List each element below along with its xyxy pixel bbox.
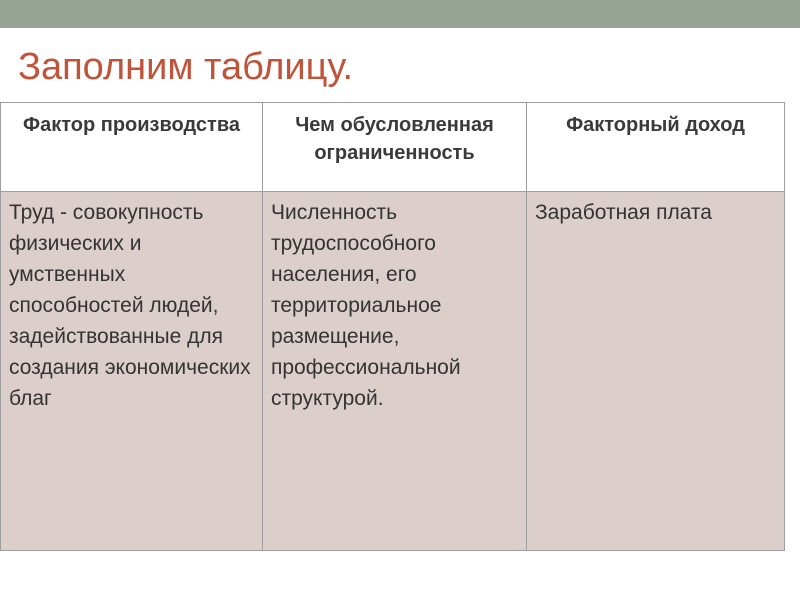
- factors-table: [0, 102, 785, 551]
- top-accent-bar: [0, 0, 800, 28]
- cell-limitation: Численность трудоспособного населения, его территориальное размещение, профессиональной структурой.: [263, 192, 527, 551]
- header-income: Факторный доход: [527, 103, 785, 192]
- cell-income: Заработная плата: [527, 192, 785, 551]
- header-factor: Фактор производства: [1, 103, 263, 192]
- header-limitation: Чем обусловленная ограниченность: [263, 103, 527, 192]
- table-header-row: [1, 103, 785, 192]
- table-row: [1, 192, 785, 551]
- slide-title: Заполним таблицу.: [18, 46, 354, 88]
- cell-factor: Труд - совокупность физических и умственных способностей людей, задействованные для создания экономических благ: [1, 192, 263, 551]
